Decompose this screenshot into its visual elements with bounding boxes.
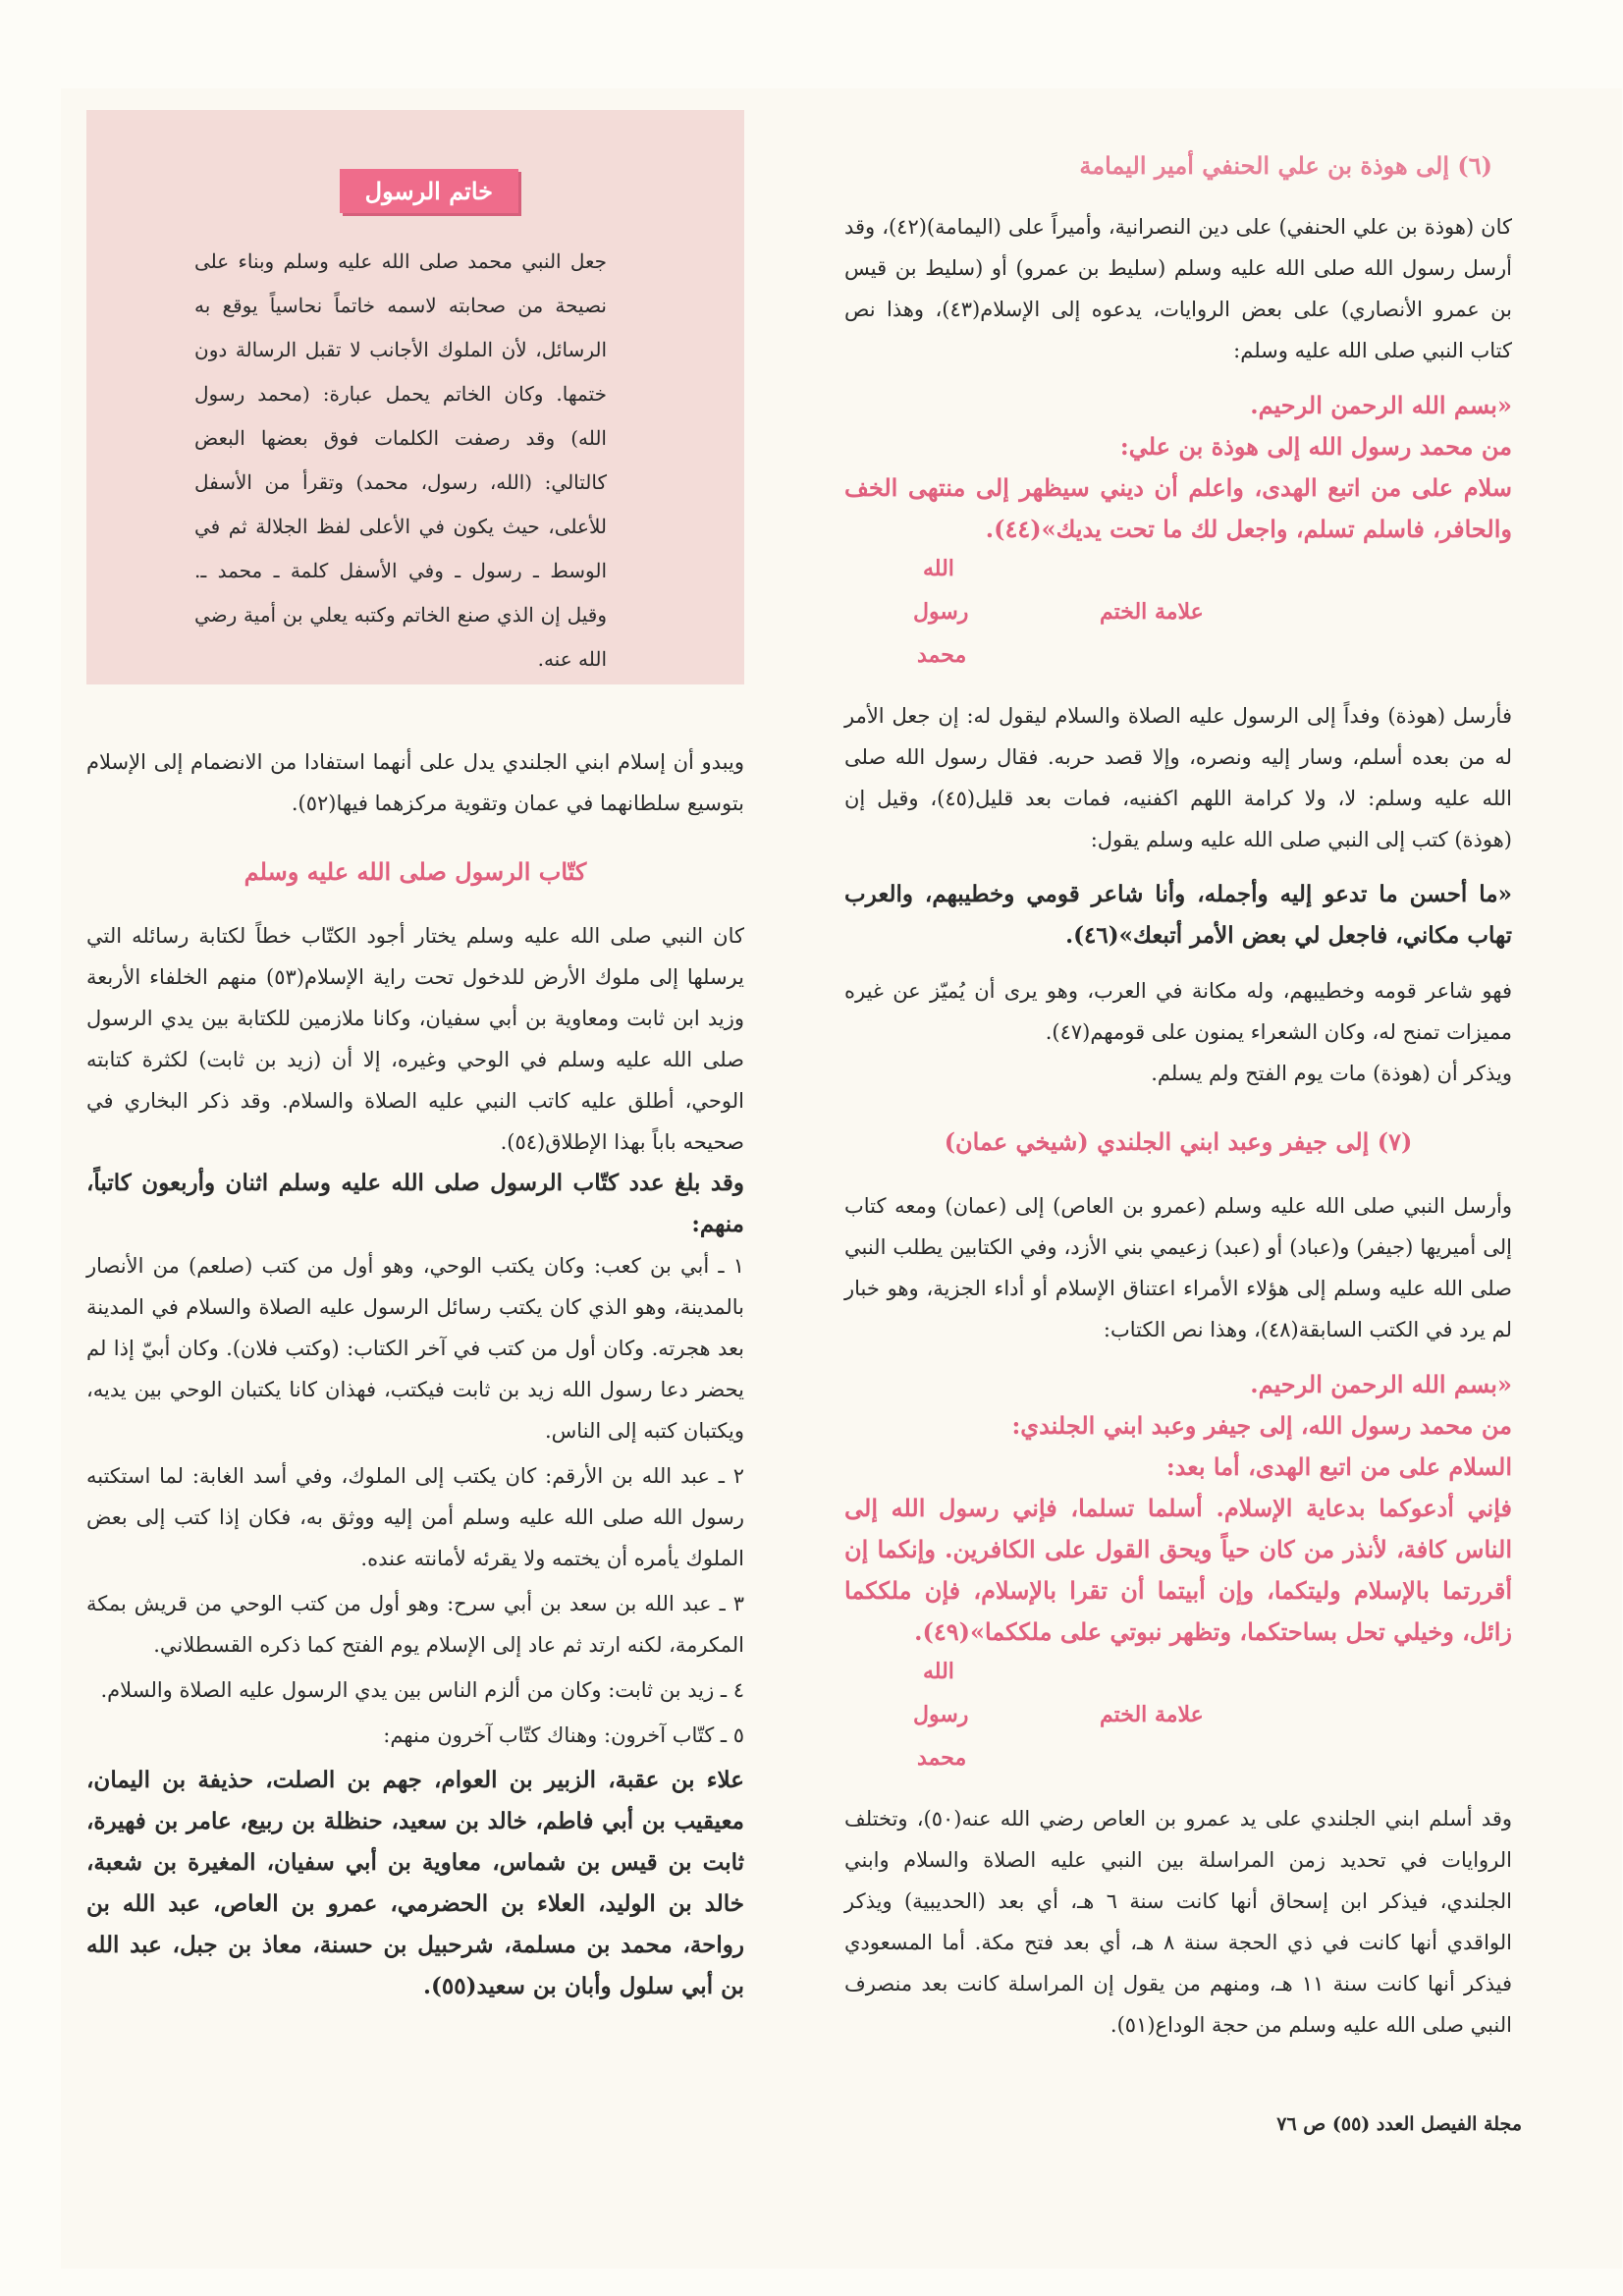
seal-figure <box>844 556 1512 685</box>
paragraph: وقد أسلم ابني الجلندي على يد عمرو بن العاص رضي الله عنه(٥٠)، وتختلف الروايات في تحديد زمن المراسلة بين النبي عليه الصلاة والسلام وابني الجلندي، فيذكر ابن إسحاق أنها كانت سنة ٦ هـ، أي بعد (الحديبية) ويذكر الواقدي أنها كانت في ذي الحجة سنة ٨ هـ، أي بعد فتح مكة. أما المسعودي فيذكر أنها كانت سنة ١١ هـ، ومنهم من يقول إن المراسلة كانت بعد منصرف النبي صلى الله عليه وسلم من حجة الوداع(٥١). <box>844 1807 1512 2037</box>
paragraph: فأرسل (هوذة) وفداً إلى الرسول عليه الصلاة والسلام ليقول له: إن جعل الأمر له من بعده أسلم، وسار إليه ونصره، وإلا قصد حربه. فقال رسول الله صلى الله عليه وسلم: لا، ولا كرامة اللهم اكفنيه، فمات بعد قليل(٤٥)، وقيل إن (هوذة) كتب إلى النبي صلى الله عليه وسلم يقول: <box>844 704 1513 851</box>
seal-word: رسول <box>913 599 969 625</box>
quote: «ما أحسن ما تدعو إليه وأجمله، وأنا شاعر قومي وخطيبهم، والعرب تهاب مكاني، فاجعل لي بعض الأمر أتبعك»(٤٦). <box>844 881 1512 949</box>
sidebar-box <box>86 110 744 684</box>
right-column <box>844 206 1512 2046</box>
page-footer: مجلة الفيصل العدد (٥٥) ص ٧٦ <box>1276 2113 1522 2135</box>
letter-line: فإني أدعوكما بدعاية الإسلام. أسلما تسلما، فإني رسول الله إلى الناس كافة، لأنذر من كان حياً ويحق القول على الكافرين. وإنكما إن أقررتما بالإسلام وليتكما، وإن أبيتما أن تقرا بالإسلام، فإن ملككما زائل، وخيلي تحل بساحتكما، وتظهر نبوتي على ملككما»(٤٩). <box>844 1494 1512 1646</box>
seal-word: الله <box>923 1659 954 1684</box>
letter-line: من محمد رسول الله، إلى جيفر وعبد ابني الجلندي: <box>1011 1411 1512 1440</box>
section-heading-scribes: كتّاب الرسول صلى الله عليه وسلم <box>243 857 587 886</box>
list-item: ٣ ـ عبد الله بن سعد بن أبي سرح: وهو أول من كتب الوحي من قريش بمكة المكرمة، لكنه ارتد ثم عاد إلى الإسلام يوم الفتح كما ذكره القسطلاني. <box>86 1592 744 1657</box>
names-list: علاء بن عقبة، الزبير بن العوام، جهم بن الصلت، حذيفة بن اليمان، معيقيب بن أبي فاطم، خالد بن سعيد، حنظلة بن ربيع، عامر بن فهيرة، ثابت بن قيس بن شماس، معاوية بن أبي سفيان، المغيرة بن شعبة، خالد بن الوليد، العلاء بن الحضرمي، عمرو بن العاص، عبد الله بن رواحة، محمد بن مسلمة، شرحبيل بن حسنة، معاذ بن جبل، عبد الله بن أبي سلول وأبان بن سعيد(٥٥). <box>86 1767 744 1999</box>
list-item: ٤ ـ زيد بن ثابت: وكان من ألزم الناس بين يدي الرسول عليه الصلاة والسلام. <box>100 1678 744 1702</box>
seal-word: الله <box>923 556 954 581</box>
letter-line: «بسم الله الرحمن الرحيم. <box>1250 1370 1512 1398</box>
section-heading-jayfar: (٧) إلى جيفر وعبد ابني الجلندي (شيخي عمان) <box>944 1127 1413 1156</box>
seal-word: رسول <box>913 1702 969 1727</box>
box-text: جعل النبي محمد صلى الله عليه وسلم وبناء على نصيحة من صحابته لاسمه خاتماً نحاسياً يوقع به الرسائل، لأن الملوك الأجانب لا تقبل الرسالة دون ختمها. وكان الخاتم يحمل عبارة: (محمد رسول الله) وقد رصفت الكلمات فوق بعضها البعض كالتالي: (الله، رسول، محمد) وتقرأ من الأسفل للأعلى، حيث يكون في الأعلى لفظ الجلالة ثم في الوسط ـ رسول ـ وفي الأسفل كلمة ـ محمد ـ. وقيل إن الذي صنع الخاتم وكتبه يعلي بن أمية رضي الله عنه. <box>194 249 607 671</box>
box-title: خاتم الرسول <box>340 169 518 213</box>
seal-figure <box>844 1659 1512 1788</box>
seal-label: علامة الختم <box>1100 1702 1204 1727</box>
letter-line: سلام على من اتبع الهدى، واعلم أن ديني سيظهر إلى منتهى الخف والحافر، فاسلم تسلم، واجعل لك ما تحت يديك»(٤٤). <box>844 473 1512 543</box>
paragraph: ويذكر أن (هوذة) مات يوم الفتح ولم يسلم. <box>1151 1062 1512 1085</box>
seal-word: محمد <box>917 1745 967 1771</box>
paragraph: وأرسل النبي صلى الله عليه وسلم (عمرو بن العاص) إلى (عمان) ومعه كتاب إلى أميريها (جيفر) و(عباد) أو (عبد) زعيمي بني الأزد، وفي الكتابين يطلب النبي صلى الله عليه وسلم إلى هؤلاء الأمراء اعتناق الإسلام أو أداء الجزية، وهو خبار لم يرد في الكتب السابقة(٤٨)، وهذا نص الكتاب: <box>844 1194 1512 1341</box>
letter-line: «بسم الله الرحمن الرحيم. <box>1250 391 1512 419</box>
letter-line: السلام على من اتبع الهدى، أما بعد: <box>1165 1452 1512 1481</box>
seal-word: محمد <box>917 642 967 668</box>
paragraph: كان (هوذة بن علي الحنفي) على دين النصرانية، وأميراً على (اليمامة)(٤٢)، وقد أرسل رسول الله صلى الله عليه وسلم (سليط بن عمرو) أو (سليط بن قيس بن عمرو الأنصاري) على بعض الروايات، يدعوه إلى الإسلام(٤٣)، وهذا نص كتاب النبي صلى الله عليه وسلم: <box>844 215 1513 362</box>
paragraph: ويبدو أن إسلام ابني الجلندي يدل على أنهما استفادا من الانضمام إلى الإسلام بتوسيع سلطانهما في عمان وتقوية مركزهما فيها(٥٢). <box>86 750 744 815</box>
paragraph: كان النبي صلى الله عليه وسلم يختار أجود الكتّاب خطاً لكتابة رسائله التي يرسلها إلى ملوك الأرض للدخول تحت راية الإسلام(٥٣) منهم الخلفاء الأربعة وزيد ابن ثابت ومعاوية بن أبي سفيان، وكانا ملازمين للكتابة بين يدي الرسول صلى الله عليه وسلم في الوحي وغيره، إلا أن (زيد بن ثابت) لكثرة كتابته الوحي، أطلق عليه كاتب النبي عليه الصلاة والسلام. وقد ذكر البخاري في صحيحه باباً بهذا الإطلاق(٥٤). <box>86 924 744 1154</box>
list-item: ١ ـ أبي بن كعب: وكان يكتب الوحي، وهو أول من كتب (صلعم) من الأنصار بالمدينة، وهو الذي كان يكتب رسائل الرسول عليه الصلاة والسلام في المدينة بعد هجرته. وكان أول من كتب في آخر الكتاب: (وكتب فلان). وكان أبيّ إذا لم يحضر دعا رسول الله زيد بن ثابت فيكتب، فهذان كانا يكتبان الوحي بين يديه، ويكتبان كتبه إلى الناس. <box>86 1254 744 1443</box>
paragraph: وقد بلغ عدد كتّاب الرسول صلى الله عليه وسلم اثنان وأربعون كاتباً، منهم: <box>86 1170 744 1237</box>
list-item: ٥ ـ كتّاب آخرون: وهناك كتّاب آخرون منهم: <box>383 1723 744 1747</box>
section-heading-hawdha: (٦) إلى هوذة بن علي الحنفي أمير اليمامة <box>1079 151 1492 180</box>
left-column <box>86 741 744 2007</box>
seal-label: علامة الختم <box>1100 599 1204 625</box>
letter-line: من محمد رسول الله إلى هوذة بن علي: <box>1119 432 1512 461</box>
paragraph: فهو شاعر قومه وخطيبهم، وله مكانة في العرب، وهو يرى أن يُميّز عن غيره مميزات تمنح له، وكان الشعراء يمنون على قومهم(٤٧). <box>844 979 1512 1044</box>
list-item: ٢ ـ عبد الله بن الأرقم: كان يكتب إلى الملوك، وفي أسد الغابة: لما استكتبه رسول الله صلى الله عليه وسلم أمن إليه ووثق به، فكان إذا كتب إلى بعض الملوك يأمره أن يختمه ولا يقرئه لأمانته عنده. <box>86 1464 744 1570</box>
